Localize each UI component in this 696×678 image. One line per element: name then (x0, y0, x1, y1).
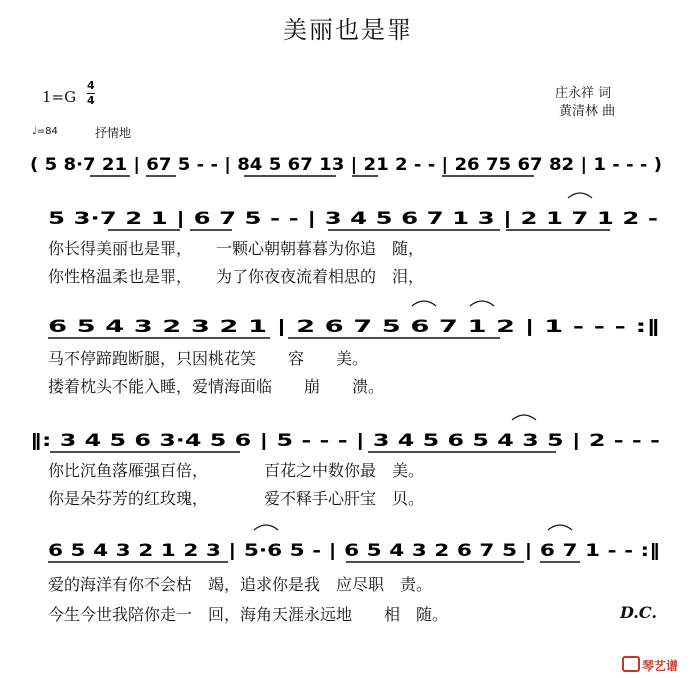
time-signature-top: 4 (87, 79, 95, 92)
lyric-row-2-verse-2: 搂着枕头不能入睡，爱情海面临 崩 溃。 (48, 377, 385, 396)
lyric-row-1-verse-2: 你性格温柔也是罪， 为了你夜夜流着相思的 泪， (48, 267, 425, 286)
notation-row-2: 6 5 4 3 2 3 2 1 | 2 6 7 5 6 7 1 2 | 1 - - - :‖ (48, 317, 660, 337)
time-signature-bottom: 4 (87, 94, 95, 107)
watermark-logo (622, 656, 678, 674)
lyricist-credit: 庄永祥 词 (555, 86, 612, 101)
key-signature: 1=G (42, 88, 77, 106)
lyric-row-4-verse-1: 爱的海洋有你不会枯 竭，追求你是我 应尽职 责。 (48, 575, 433, 594)
logo-mark-icon (622, 656, 640, 672)
lyric-row-3-verse-1: 你比沉鱼落雁强百倍， 百花之中数你最 美。 (48, 461, 425, 480)
lyric-row-3-verse-2: 你是朵芬芳的红玫瑰， 爱不释手心肝宝 贝。 (48, 489, 425, 508)
lyric-row-1-verse-1: 你长得美丽也是罪， 一颗心朝朝暮暮为你追 随， (48, 239, 425, 258)
notation-row-4: 6 5 4 3 2 1 2 3 | 5·6 5 - | 6 5 4 3 2 6 7 5 | 6 7 1 - - :‖ (48, 541, 660, 561)
tempo-marking: ♩=84 (32, 126, 58, 137)
notation-row-3: ‖: 3 4 5 6 3·4 5 6 | 5 - - - | 3 4 5 6 5 4 3 5 | 2 - - - (30, 431, 660, 451)
song-title: 美丽也是罪 (283, 16, 413, 44)
lyric-row-4-verse-2: 今生今世我陪你走一 回，海角天涯永远地 相 随。 (48, 605, 449, 624)
lyric-row-2-verse-1: 马不停蹄跑断腿，只因桃花笑 容 美。 (48, 349, 369, 368)
expression-marking: 抒情地 (95, 126, 132, 140)
notation-row-1: 5 3·7 2 1 | 6 7 5 - - | 3 4 5 6 7 1 3 | 2 1 7 1 2 - (48, 209, 658, 229)
watermark-text: 琴艺谱 (642, 659, 679, 673)
composer-credit: 黄清林 曲 (559, 104, 616, 119)
notation-row-0: ( 5 8·7 21 | 67 5 - - | 84 5 67 13 | 21 2 - - | 26 75 67 82 | 1 - - - ) (30, 155, 662, 175)
da-capo-marking: D.C. (620, 603, 657, 622)
